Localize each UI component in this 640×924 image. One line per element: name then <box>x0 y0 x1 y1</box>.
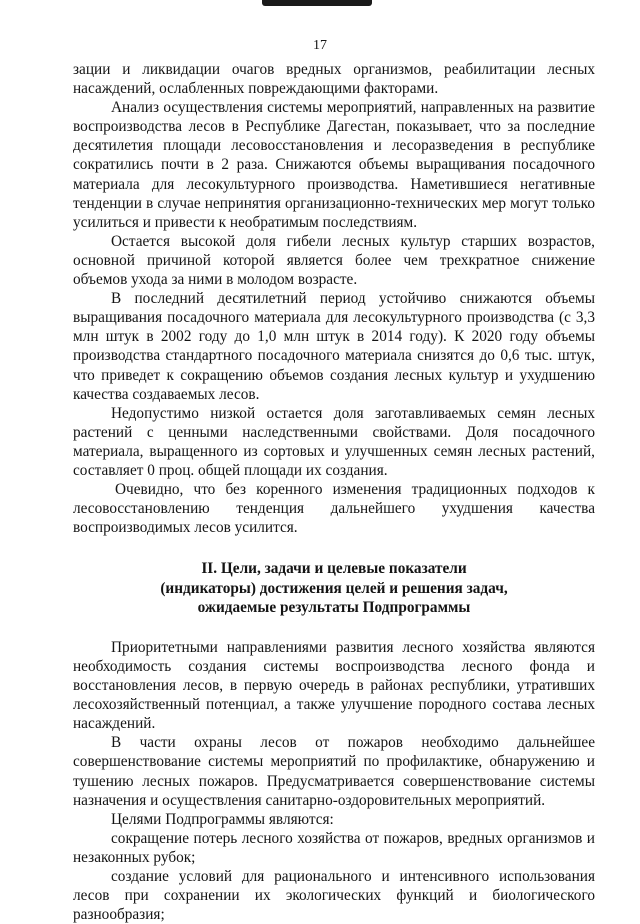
paragraph-analysis: Анализ осуществления системы мероприятий, направленных на развитие воспроизводства лесов в Республике Дагестан, показывает, что за последние десятилетия площади лесовосстановления и лесоразведения в республике сократились почти в 2 раза. Снижаются объемы выращивания посадочного материала для лесокультурного производства. Наметившиеся негативные тенденции в случае непринятия организационно-технических мер могут только усилиться и привести к необратимым последствиям. <box>73 99 595 231</box>
section-heading-line-3: ожидаемые результаты Подпрограммы <box>197 599 471 617</box>
paragraph-fire-protection: В части охраны лесов от пожаров необходимо дальнейшее совершенствование системы мероприятий по профилактике, обнаружению и тушению лесных пожаров. Предусматривается совершенствование системы назначения и осуществления санитарно-оздоровительных мероприятий. <box>73 734 595 809</box>
paragraph-forest-loss: Остается высокой доля гибели лесных культур старших возрастов, основной причиной которой является более чем трехкратное снижение объемов ухода за ними в молодом возрасте. <box>73 232 595 289</box>
section-heading-line-2: (индикаторы) достижения целей и решения задач, <box>160 579 508 597</box>
paragraph-conclusion: Очевидно, что без коренного изменения традиционных подходов к лесовосстановлению тенденция дальнейшего ухудшения качества воспроизводимых лесов усилится. <box>73 481 595 537</box>
paragraph-priorities: Приоритетными направлениями развития лесного хозяйства являются необходимость создания системы воспроизводства лесного фонда и восстановления лесов, в первую очередь в районах республики, утративших лесохозяйственный потенциал, а также улучшение породного состава лесных насаждений. <box>73 638 595 733</box>
paragraph-goals-intro: Целями Подпрограммы являются: <box>111 810 334 828</box>
scan-edge-mark <box>262 0 372 6</box>
document-body <box>73 60 595 924</box>
paragraph-continuation: зации и ликвидации очагов вредных организмов, реабилитации лесных насаждений, ослабленных повреждающими факторами. <box>73 61 595 98</box>
list-item-goal-2: создание условий для рационального и интенсивного использования лесов при сохранении их экологических функций и биологического разнообразия; <box>73 867 595 924</box>
list-item-goal-1: сокращение потерь лесного хозяйства от пожаров, вредных организмов и незаконных рубок; <box>73 829 595 866</box>
section-heading <box>73 559 595 618</box>
paragraph-seed-share: Недопустимо низкой остается доля заготавливаемых семян лесных растений с ценными наследственными свойствами. Доля посадочного материала, выращенного из сортовых и улучшенных семян лесных растений, составляет 0 проц. общей площади их создания. <box>73 404 595 479</box>
section-heading-line-1: II. Цели, задачи и целевые показатели <box>201 560 467 578</box>
paragraph-seedling-volumes: В последний десятилетний период устойчиво снижаются объемы выращивания посадочного материала для лесокультурного производства (с 3,3 млн штук в 2002 году до 1,0 млн штук в 2014 году). К 2020 году объемы производства стандартного посадочного материала снизятся до 0,6 тыс. штук, что приведет к сокращению объемов создания лесных культур и ухудшению качества создаваемых лесов. <box>73 290 595 403</box>
page-number: 17 <box>313 38 327 53</box>
